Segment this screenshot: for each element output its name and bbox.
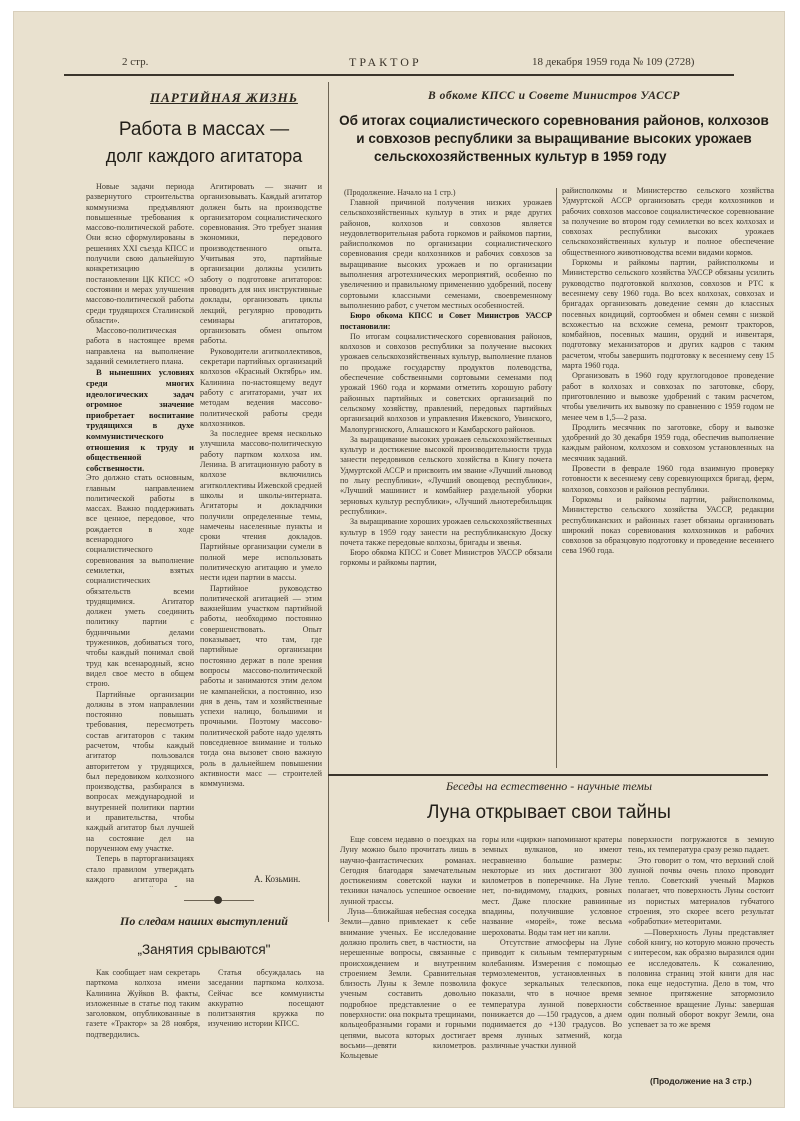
paragraph: Горкомы и райкомы партии, райисполкомы, Министерство сельского хозяйства УАССР, редакции республиканских и районных газет обязаны организовать широкий показ соревнования колхозников и рабочих совхозов за образцовую подготовку и проведение весеннего сева 1960 года. <box>562 494 774 556</box>
paragraph: Новые задачи периода развернутого строительства коммунизма предъявляют повышенные требования к массово-политической работе. Они ясно сформулированы в решениях XXI съезда КПСС и получили свою дальнейшую конкретизацию в постановлении ЦК КПСС «О состоянии и мерах улучшения массово-политической работы среди трудящихся Сталинской области». <box>86 182 194 325</box>
separator-ornament <box>214 896 222 904</box>
obkom-col-2 <box>562 186 774 766</box>
paragraph: Горкомы и райкомы партии, райисполкомы и Министерство сельского хозяйства УАССР обязаны усилить руководство подготовкой колхозов, совхозов и РТС к весеннему севу 1960 года. Во всех колхозах, совхозах и бригадах организовать доведение семян до классных посевных кондиций, сортообмен и обмен семян с низкой всхожестью на всхожие семена, ремонт тракторов, комбайнов, посевных машин, орудий и инвентаря, подготовку механизаторов и других кадров с таким расчетом, чтобы завершить подготовку к весеннему севу 15 марта 1960 года. <box>562 258 774 371</box>
newspaper-name: ТРАКТОР <box>349 55 422 69</box>
page-number: 2 стр. <box>122 56 149 68</box>
paragraph: Организовать в 1960 году круглогодовое проведение работ в колхозах и совхозах по заготовке, сбору, приготовлению и вывозке удобрений с таким расчетом, чтобы увеличить их вывозку по сравнению с 1959 годом не менее чем в 1,5—2 раза. <box>562 371 774 422</box>
continuation-note: (Продолжение. Начало на 1 стр.) <box>344 188 456 197</box>
obkom-title-line: и совхозов республики за выращивание высоких урожаев <box>356 131 752 146</box>
author-signature: А. Козьмин. <box>254 874 301 884</box>
paragraph: Продлить месячник по заготовке, сбору и вывозке удобрений до 30 декабря 1959 года, обеспечив выполнение каждым районом, колхозом и совхозом установленных на месячник заданий. <box>562 422 774 463</box>
obkom-col-1 <box>340 198 552 768</box>
paragraph: Массово-политическая работа в настоящее время направлена на выполнение заданий семилетнего плана. <box>86 326 194 367</box>
paragraph: Главной причиной получения низких урожаев сельскохозяйственных культур в этих и ряде других районов, колхозов и совхозов является неудовлетворительная работа горкомов и райкомов партии, райисполкомов по организации социалистического соревнования среди колхозников и рабочих совхозов за выращивание высоких урожаев и по организации выполнения агротехнических мероприятий, особенно по увеличению и правильному применению удобрений, посеву сортовыми классными семенами, своевременному выполнению работ, с учетом местных особенностей. <box>340 198 552 310</box>
paragraph: Это должно стать основным, главным направлением политической работы в массах. Важно поддерживать все ценное, передовое, что рождается в ходе всенародного социалистического соревнования за выполнение семилетки, взятых социалистических обязательств всеми трудящимися. Агитатор должен уметь соединить политику партии с будничными делами тружеников, добиваться того, чтобы каждый понимал свой труд как всенародный, ясно видел свое место в общем строю. <box>86 473 194 689</box>
footsteps-col-1: Как сообщает нам секретарь парткома колхоза имени Калинина Жуйков В. факты, изложенные в статье под таким заголовком, опубликованные в газете «Трактор» за 28 ноября, подтвердились. <box>86 968 200 1039</box>
article-col-1 <box>86 182 194 887</box>
rubric-obkom: В обкоме КПСС и Совете Министров УАССР <box>428 90 680 102</box>
footsteps-title: „Занятия срываются" <box>137 942 271 957</box>
paragraph: За выращивание хороших урожаев сельскохозяйственных культур в 1959 году занести на республиканскую Доску почета также передовые колхозы, бригады и звенья. <box>340 517 552 547</box>
paragraph: За выращивание высоких урожаев сельскохозяйственных культур и достижение высокой производительности труда занести передовиков сельского хозяйства в Книгу почета Удмуртской АССР и присвоить им звание «Лучший льновод по льну республики», «Лучший овощевод республики», «Лучший машинист и комбайнер раздельной уборки зерновых культур республики», «Лучший льнотеребильщик республики». <box>340 434 552 516</box>
paragraph: Руководители агитколлективов, секретари партийных организаций колхозов «Красный Октябрь» им. Калинина по-настоящему ведут работу с агитаторами, учат их методам ведения массово-политической работы среди колхозников. <box>200 346 322 428</box>
moon-article-title: Луна открывает свои тайны <box>427 802 671 823</box>
article-title-line2: долг каждого агитатора <box>105 146 303 166</box>
paragraph-bold: В нынешних условиях среди многих идеологических задач огромное значение приобретает воспитание трудящихся в духе коммунистического отношения к труду и общественной собственности. <box>86 367 194 473</box>
paragraph: Партийные организации должны в этом направлении постоянно повышать требования, пересмотреть состав агитаторов с таким расчетом, чтобы каждый агитатор пользовался авторитетом у трудящихся, был передовиком колхозного производства, разбирался в вопросах международной и внутренней политики партии и правительства, чтобы каждый агитатор был лучшей на состояние дел на порученном ему участке. <box>86 689 194 853</box>
header-rule <box>64 74 734 76</box>
rubric-science-talks: Беседы на естественно - научные темы <box>445 779 653 793</box>
article-col-2 <box>200 182 322 862</box>
obkom-column-divider <box>556 188 557 768</box>
issue-date: 18 декабря 1959 года № 109 (2728) <box>532 56 695 68</box>
footsteps-col-2: Статья обсуждалась на заседании парткома колхоза. Сейчас все коммунисты аккуратно посещают политзанятия кружка по изучению истории КПСС. <box>208 968 324 1029</box>
paragraph: По итогам социалистического соревнования районов, колхозов и совхозов республики за получение высоких урожаев сельскохозяйственных культур, выполнение планов по продаже государству продуктов полеводства, обеспечение собственными сортовыми семенами под урожай 1960 года и кормами отметить хорошую работу районных партийных и советских организаций по сельскому хозяйству, правлений, передовых партийных организаций колхозов и управления Ижевского, Увинского, Малопургинского, Алнашского и Камбарского районов. <box>340 331 552 434</box>
paragraph-bold: Бюро обкома КПСС и Совет Министров УАССР постановили: <box>340 311 552 331</box>
paragraph: Провести в феврале 1960 года взаимную проверку готовности к весеннему севу соревнующихся бригад, ферм, колхозов, совхозов и районов республики. <box>562 464 774 494</box>
article-title-line1: Работа в массах — <box>118 119 290 140</box>
rubric-footsteps: По следам наших выступлений <box>120 914 288 928</box>
moon-col-1: Еще совсем недавно о поездках на Луну можно было прочитать лишь в научно-фантастических романах. Сегодня благодаря замечательным достижениям советской науки и техники началось успешное освоение лунной трассы. Луна—ближайшая небесная соседка Земли—давно привлекает к себе внимание ученых. Ее исследование должно пролить свет, в частности, на нерешенные вопросы, связанные с происхождением и внутренним строением Земли. Сравнительная близость Луны к Земле позволила ученым составить довольно подробное представление о ее поверхности: она покрыта трещинами, кольцеобразными горами и горными цепями, высота которых достигает восьми—девяти километров. Кольцевые <box>340 835 476 1061</box>
paragraph: За последнее время несколько улучшила массово-политическую работу партком колхоза им. Ленина. В агитационную работу в колхозе включились агитколлективы Ижевской средней школы и школы-интерната. Агитаторы и докладчики получили определенные темы, намечены населенные пункты и сроки чтения докладов. Партийные организации сумели в полной мере использовать политическую агитацию и умело нести идеи партии в массы. <box>200 429 322 583</box>
paragraph: Агитировать — значит и организовывать. Каждый агитатор должен быть на производстве организатором социалистического соревнования. Это требует знания экономики, передового производственного опыта. Учитывая это, партийные организации должны усилить заботу о подготовке агитаторов: проводить для них инструктивные доклады, организовать циклы лекций, регулярно проводить семинары агитаторов, организовать обмен опытом работы. <box>200 182 322 346</box>
paragraph: райисполкомы и Министерство сельского хозяйства Удмуртской АССР организовать среди колхозников и рабочих совхозов массовое социалистическое соревнование за получение во втором году семилетки во всех колхозах и совхозах республики высоких урожаев сельскохозяйственных культур и полное обеспечение общественного животноводства всеми видами кормов. <box>562 186 774 257</box>
column-divider <box>328 82 329 922</box>
newspaper-page <box>14 12 784 1107</box>
moon-col-2: горы или «цирки» напоминают кратеры земных вулканов, но имеют несравненно большие размеры: некоторые из них достигают 300 километров в поперечнике. На Луне нет, по-видимому, гладких, ровных мест. Даже плоские равнинные впадины, получившие условное название «морей», тоже весьма шероховаты. Воды там нет ни капли. Отсутствие атмосферы на Луне приводит к сильным температурным колебаниям. Измерения с помощью термоэлементов, установленных в фокусе зеркальных телескопов, показали, что в ночное время температура лунной поверхности понижается до —150 градусов, а днем поднимается до +130 градусов. Во время лунных затмений, когда различные участки лунной <box>482 835 622 1050</box>
section-rule <box>328 774 768 776</box>
moon-col-3: поверхности погружаются в земную тень, их температура сразу резко падает. Это говорит о том, что верхний слой лунной почвы очень плохо проводит тепло. Советский ученый Марков полагает, что поверхность Луны состоит из пористых материалов губчатого строения, это скорее всего результат «обработки» метеоритами. —Поверхность Луны представляет собой книгу, но которую можно прочесть с интересом, как образно выразился один ее исследователь. К сожалению, половина страниц этой книги для нас пока еще недоступна. Дело в том, что земное притяжение затормозило собственное вращение Луны: завершая один полный оборот вокруг Земли, она успевает за то же время <box>628 835 774 1030</box>
obkom-title-line: сельскохозяйственных культур в 1959 году <box>374 149 667 164</box>
obkom-title-line: Об итогах социалистического соревнования районов, колхозов <box>339 113 769 128</box>
paragraph: Бюро обкома КПСС и Совет Министров УАССР обязали горкомы и райкомы партии, <box>340 548 552 568</box>
paragraph: Партийное руководство политической агитацией — этим важнейшим участком партийной работы, необходимо постоянно совершенствовать. Опыт показывает, что там, где партийные организации постоянно держат в поле зрения вопросы массово-политической работы и занимаются этим делом не кампанейски, а постоянно, изо дня в день, там и хозяйственные успехи налицо, большими и прочными. Поэтому массово-политической работе надо уделять повседневное внимание и только тогда она вызовет свою важную роль в дальнейшем повышении активности масс — строителей коммунизма. <box>200 583 322 789</box>
rubric-party-life: ПАРТИЙНАЯ ЖИЗНЬ <box>150 90 298 105</box>
obkom-title <box>334 112 774 166</box>
paragraph: Теперь в парторганизациях стало правилом утверждать каждого агитатора на <box>86 854 194 884</box>
continued-note: (Продолжение на 3 стр.) <box>650 1076 752 1086</box>
